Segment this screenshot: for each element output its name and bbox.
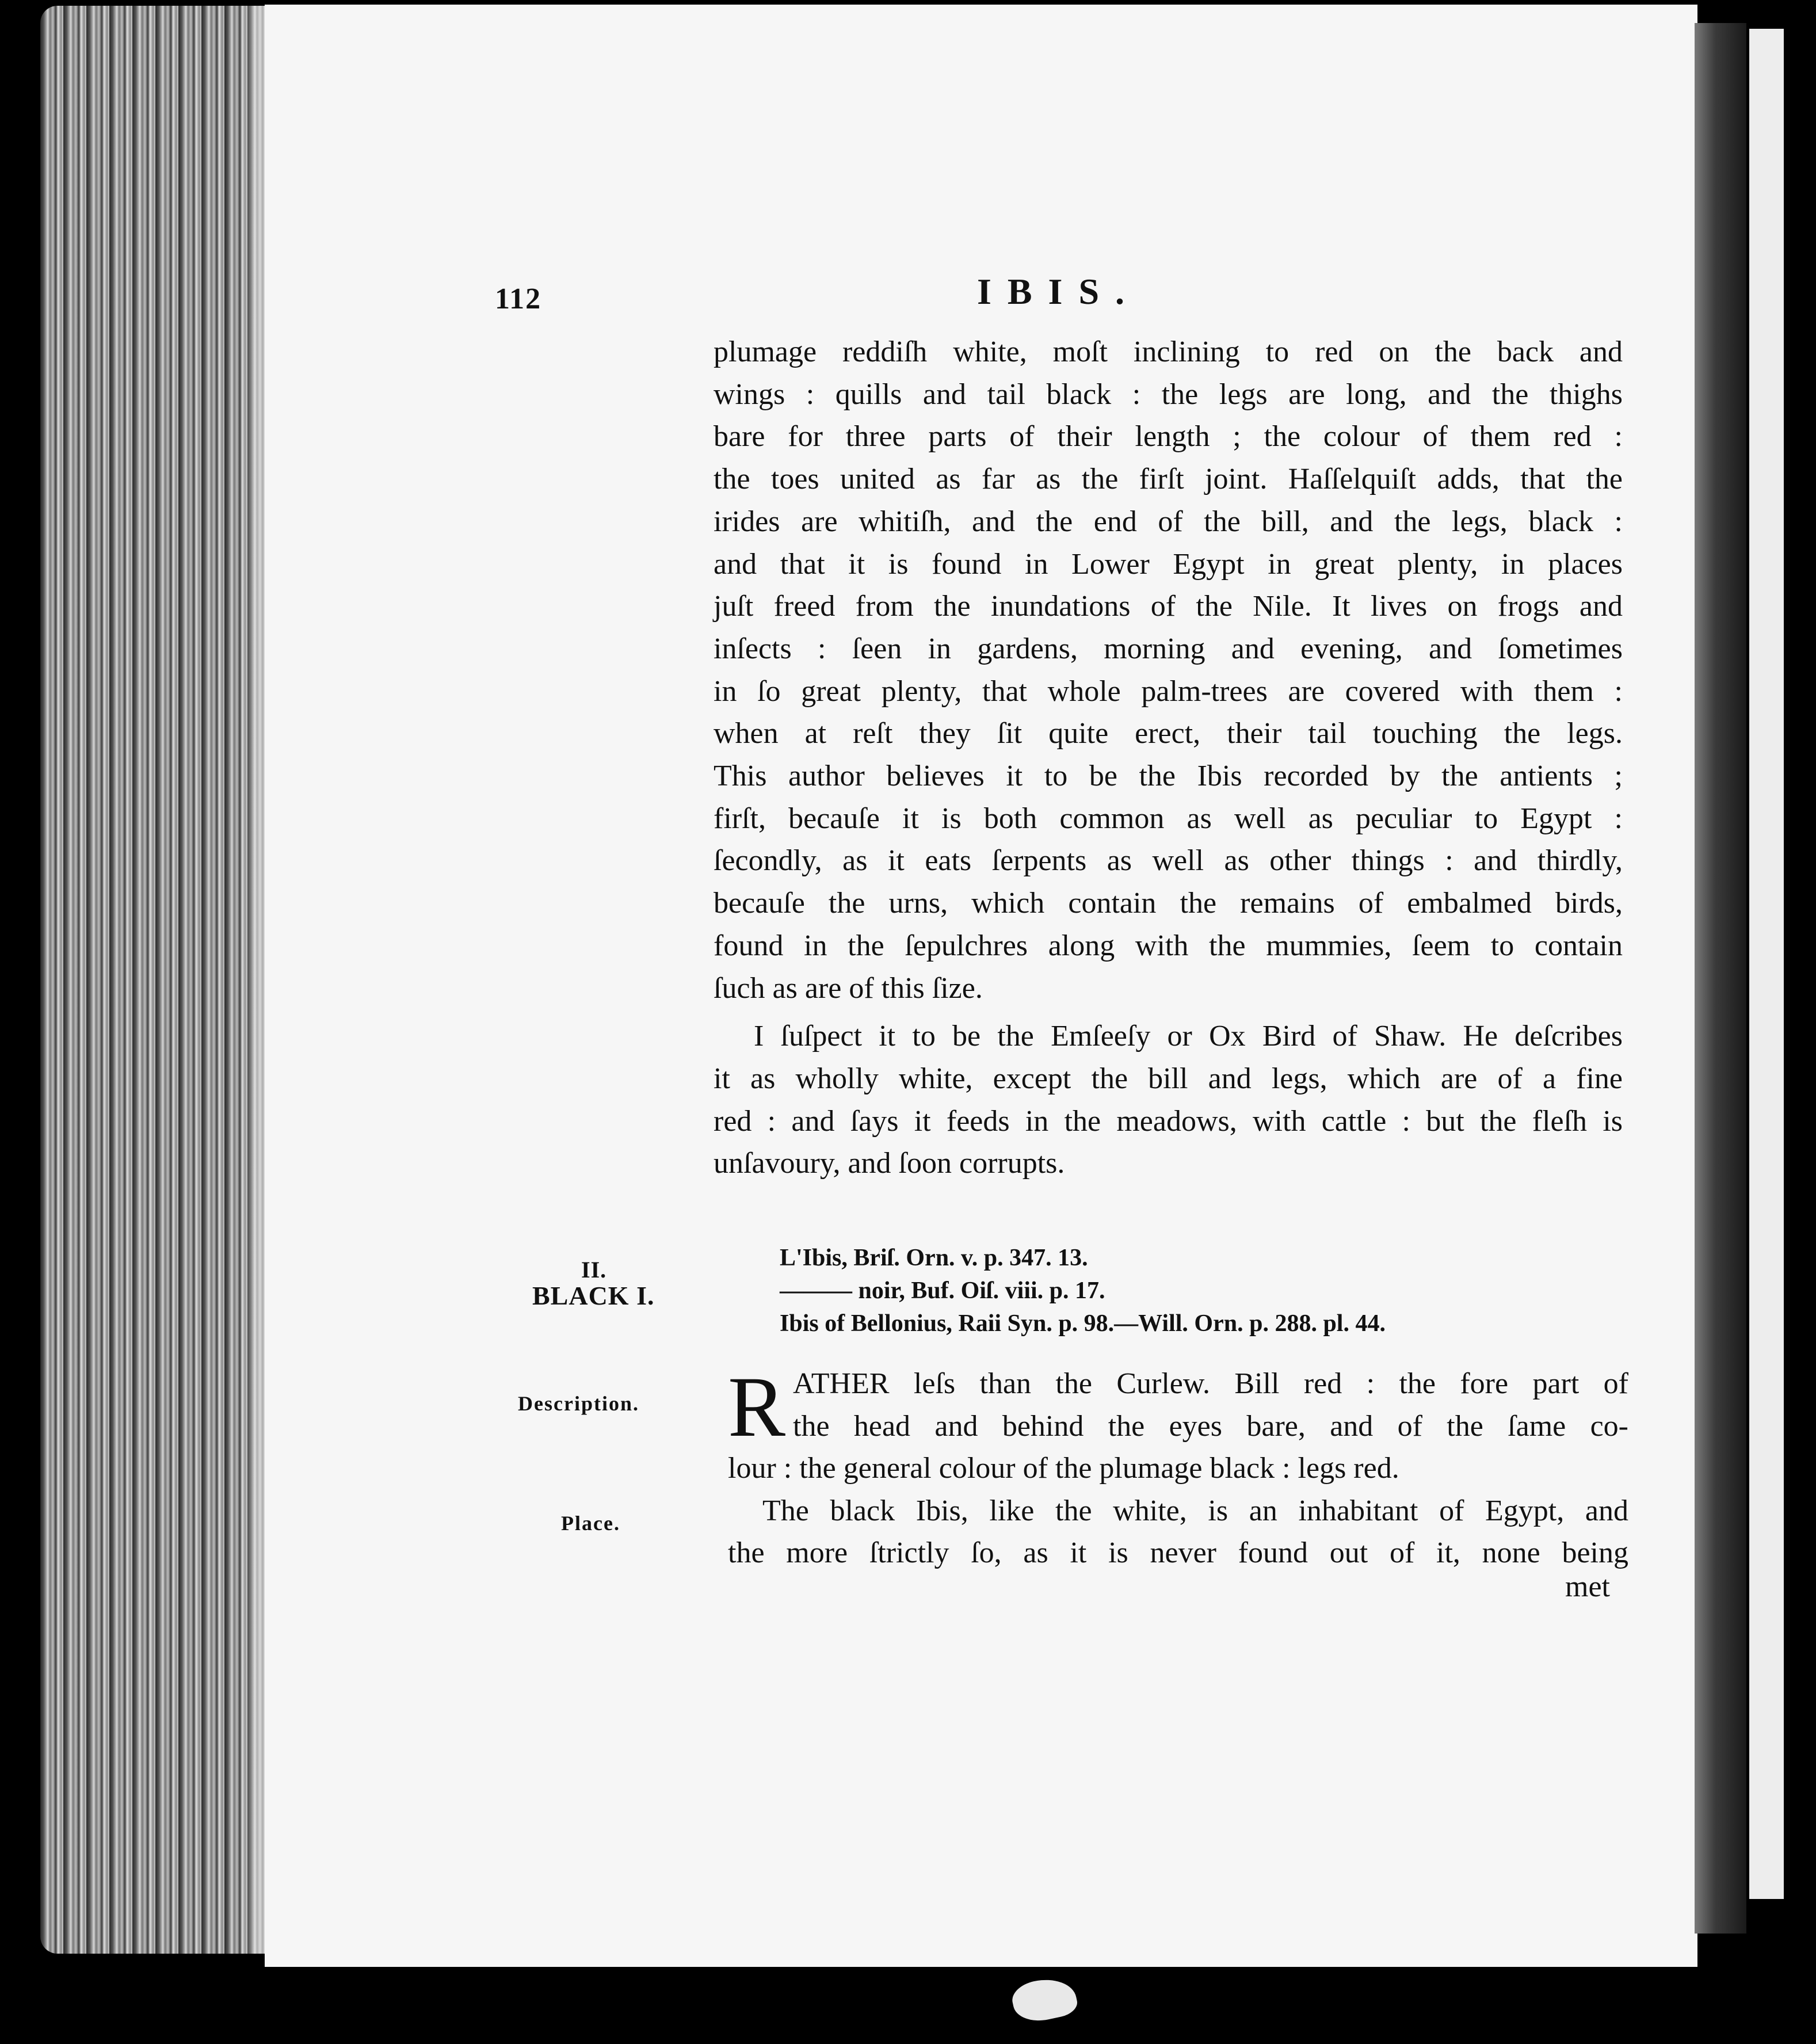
text-line: ſecondly, as it eats ſerpents as well as other things : and thirdly,	[714, 844, 1623, 878]
text-line: the head and behind the eyes bare, and of the ſame co-	[793, 1409, 1628, 1443]
text-line: inſects : ſeen in gardens, morning and evening, and ſometimes	[714, 632, 1623, 665]
description-block	[728, 1359, 1628, 1574]
paper-blemish	[1009, 1973, 1079, 2026]
catchword: met	[1565, 1570, 1610, 1603]
text-line: ſuch as are of this ſize.	[714, 971, 983, 1005]
running-head	[495, 270, 1623, 316]
synonymy-entry: ——— noir, Buf. Oiſ. viii. p. 17.	[780, 1278, 1105, 1304]
text-line: firſt, becauſe it is both common as well as peculiar to Egypt :	[714, 802, 1623, 835]
text-line: when at reſt they ſit quite erect, their tail touching the legs.	[714, 717, 1623, 750]
synonymy-entry: L'Ibis, Briſ. Orn. v. p. 347. 13.	[780, 1245, 1088, 1271]
text-line: and that it is found in Lower Egypt in great plenty, in places	[714, 547, 1623, 581]
text-line: red : and ſays it feeds in the meadows, with cattle : but the fleſh is	[714, 1104, 1623, 1138]
text-line: ATHER leſs than the Curlew. Bill red : the fore part of	[793, 1367, 1628, 1400]
facing-page-sliver	[1749, 29, 1784, 1899]
book-page-edges	[40, 6, 276, 1954]
text-line: the more ſtrictly ſo, as it is never found out of it, none being	[728, 1536, 1628, 1569]
text-line: becauſe the urns, which contain the remains of embalmed birds,	[714, 887, 1623, 920]
text-line: the toes united as far as the firſt joint. Haſſelquiſt adds, that the	[714, 463, 1623, 496]
text-line: irides are whitiſh, and the end of the bill, and the legs, black :	[714, 505, 1623, 538]
species-name: BLACK I.	[532, 1281, 655, 1310]
paragraph-1	[714, 331, 1623, 1009]
synonymy-entry: Ibis of Bellonius, Raii Syn. p. 98.—Will. Orn. p. 288. pl. 44.	[780, 1310, 1386, 1337]
main-text	[714, 331, 1623, 1185]
synonymy-list	[780, 1242, 1585, 1340]
text-line: unſavoury, and ſoon corrupts.	[714, 1147, 1065, 1180]
page-title: IBIS.	[976, 271, 1141, 312]
text-line: I ſuſpect it to be the Emſeeſy or Ox Bird of Shaw. He deſcribes	[754, 1020, 1623, 1053]
text-line: found in the ſepulchres along with the mummies, ſeem to contain	[714, 929, 1623, 962]
description-label: Description.	[518, 1392, 639, 1415]
place-label: Place.	[561, 1512, 620, 1535]
page-number: 112	[495, 283, 542, 315]
text-line: lour : the general colour of the plumage black : legs red.	[728, 1452, 1399, 1485]
text-line: juſt freed from the inundations of the Nile. It lives on frogs and	[714, 590, 1623, 623]
species-number: II.	[581, 1257, 607, 1283]
text-line: plumage reddiſh white, moſt inclining to red on the back and	[714, 335, 1623, 368]
book-gutter-shadow	[1695, 23, 1746, 1934]
text-line: in ſo great plenty, that whole palm-trees are covered with them :	[714, 674, 1623, 708]
text-line: The black Ibis, like the white, is an inhabitant of Egypt, and	[762, 1494, 1628, 1527]
drop-cap: R	[728, 1359, 786, 1455]
text-line: it as wholly white, except the bill and legs, which are of a fine	[714, 1062, 1623, 1095]
text-line: wings : quills and tail black : the legs are long, and the thighs	[714, 377, 1623, 411]
paragraph-2	[714, 1015, 1623, 1185]
text-line: This author believes it to be the Ibis recorded by the antients ;	[714, 760, 1623, 793]
text-line: bare for three parts of their length ; the colour of them red :	[714, 420, 1623, 453]
